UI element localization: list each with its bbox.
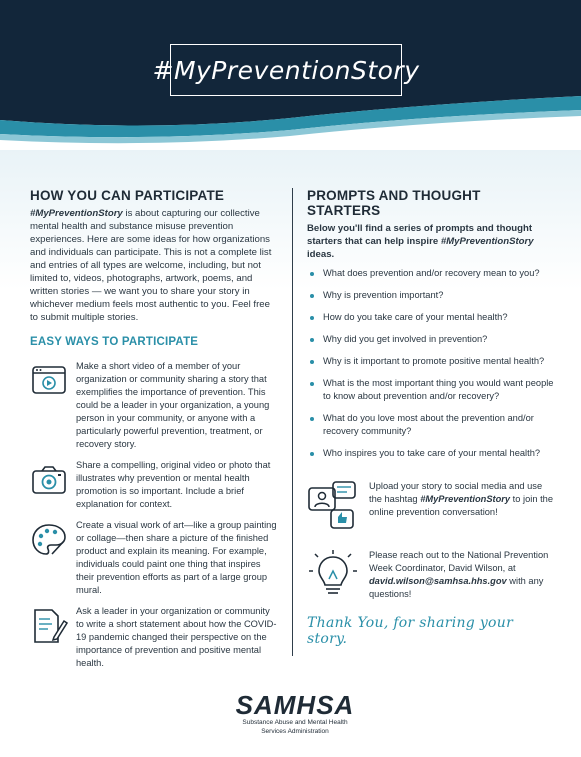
list-item: Why is it important to promote positive mental health?: [307, 355, 557, 368]
list-item: Who inspires you to take care of your mental health?: [307, 447, 557, 460]
prompts-intro-end: ideas.: [307, 249, 335, 260]
right-column: [307, 188, 557, 601]
way-item-video: [30, 360, 280, 451]
thank-you-message: Thank You, for sharing your story.: [307, 615, 514, 647]
samhsa-footer: [220, 692, 370, 736]
contact-text-b: with any questions!: [369, 576, 544, 599]
list-item: What is the most important thing you would want people to know about prevention and/or recovery?: [307, 377, 557, 403]
prompts-intro: [307, 222, 557, 261]
way-text-photo: Share a compelling, original video or photo that illustrates why prevention or mental health promotion is so important. Include a brief explanation for context.: [76, 460, 271, 509]
way-text-statement: Ask a leader in your organization or community to write a short statement about how the COVID-19 pandemic changed their perspective on the importance of prevention and positive mental health.: [76, 606, 277, 668]
list-item: Why did you get involved in prevention?: [307, 333, 557, 346]
intro-text: is about capturing our collective mental health and substance misuse prevention experiences. Here are some ideas for how organizations and individuals can participate. This is not a complete list and entries of all types are welcome, including, but not limited to, videos, photographs, artwork, poems, and written stories — we want you to share your story in whichever medium feels most authentic to you. Feel free to submit multiple stories.: [30, 208, 272, 323]
prompts-intro-text: Below you'll find a series of prompts and thought starters that can help inspire: [307, 223, 533, 247]
contact-callout: [307, 549, 557, 601]
list-item: Why is prevention important?: [307, 289, 557, 302]
way-item-art: [30, 519, 280, 597]
prompts-intro-hashtag: #MyPreventionStory: [440, 236, 534, 247]
contact-text: [369, 549, 557, 601]
way-text-art: Create a visual work of art—like a group painting or collage—then share a picture of the finished product and explain its meaning. For example, individuals could paint one thing that inspires their prevention efforts as part of a large group mural.: [76, 520, 277, 595]
hashtag-title-box: [152, 44, 420, 96]
participate-intro: [30, 207, 280, 324]
column-divider: [292, 188, 293, 656]
upload-text-a: Upload your story to social media and use the hashtag: [369, 481, 543, 504]
samhsa-subtitle-2: Services Administration: [261, 728, 329, 735]
contact-email-link[interactable]: david.wilson@samhsa.hhs.gov: [369, 576, 507, 586]
social-media-icon: [307, 480, 359, 532]
way-item-statement: [30, 605, 280, 670]
list-item: How do you take care of your mental health?: [307, 311, 557, 324]
list-item: What do you love most about the prevention and/or recovery community?: [307, 412, 557, 438]
header-banner: [0, 0, 581, 150]
paint-palette-icon: [30, 521, 68, 559]
samhsa-subtitle-1: Substance Abuse and Mental Health: [242, 719, 348, 726]
way-item-photo: [30, 459, 280, 511]
prompts-heading: PROMPTS AND THOUGHT STARTERS: [307, 188, 481, 218]
video-player-icon: [30, 362, 68, 400]
contact-text-a: Please reach out to the National Prevention Week Coordinator, David Wilson, at: [369, 550, 549, 573]
document-pen-icon: [30, 607, 68, 645]
participate-heading: HOW YOU CAN PARTICIPATE: [30, 188, 225, 203]
samhsa-logo: SAMHSA: [235, 690, 355, 720]
upload-text: [369, 480, 557, 519]
list-item: What does prevention and/or recovery mean to you?: [307, 267, 557, 280]
prompts-list: [307, 267, 557, 460]
upload-hashtag: #MyPreventionStory: [420, 494, 511, 504]
camera-icon: [30, 461, 68, 499]
way-text-video: Make a short video of a member of your organization or community sharing a story that exemplifies the importance of prevention. This could be a leader in your organization, a young person in your community, or anyone with a particularly powerful prevention, treatment, or recovery story.: [76, 361, 270, 449]
upload-text-b: to join the online prevention conversation!: [369, 494, 553, 517]
easy-ways-heading: EASY WAYS TO PARTICIPATE: [30, 336, 199, 348]
hashtag-title: #MyPreventionStory: [152, 55, 420, 85]
left-column: [30, 188, 280, 678]
lightbulb-icon: [307, 549, 359, 601]
upload-callout: [307, 480, 557, 519]
intro-hashtag: #MyPreventionStory: [30, 208, 123, 219]
